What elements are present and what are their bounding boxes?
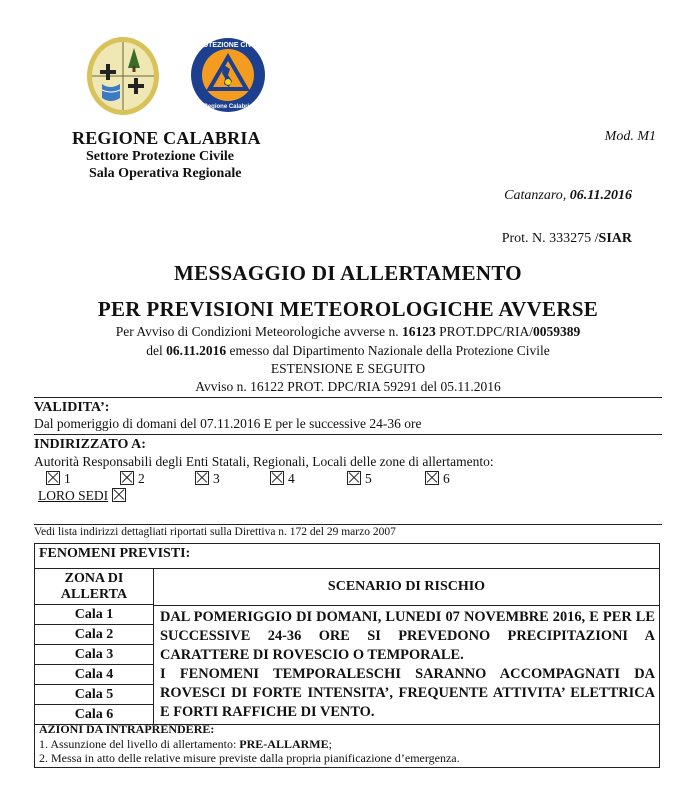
zone-checkbox-5 [347, 471, 372, 487]
sub2-c: emesso dal Dipartimento Nazionale della Protezione Civile [226, 343, 550, 358]
zone-label: 3 [213, 471, 220, 486]
scenario-text [154, 606, 659, 721]
loro-sedi-label: LORO SEDI [38, 488, 109, 503]
sub1-a: Per Avviso di Condizioni Meteorologiche avverse n. [115, 324, 402, 339]
zone-row: Cala 6 [74, 707, 114, 722]
zone-checkbox-1 [46, 471, 71, 487]
sub2-b: 06.11.2016 [166, 343, 227, 358]
action-item-2: 2. Messa in atto delle relative misure previste dalla propria pianificazione d’emergenza. [39, 751, 460, 765]
zone-row: Cala 5 [35, 685, 153, 705]
divider [34, 434, 662, 435]
zone-row: Cala 2 [35, 625, 153, 645]
scenario-column [154, 569, 659, 724]
sub1-c: PROT.DPC/RIA/ [435, 324, 533, 339]
checked-box-icon [425, 471, 439, 485]
zone-label: 5 [365, 471, 372, 486]
zone-header: ZONA DI ALLERTA [35, 569, 153, 605]
alert-level: PRE-ALLARME [239, 737, 329, 751]
action-item-1 [39, 737, 655, 751]
zone-label: 2 [138, 471, 145, 486]
zone-checkbox-4 [270, 471, 295, 487]
zone-checkbox-6 [425, 471, 450, 487]
action1-text: 1. Assunzione del livello di allertamento: [39, 737, 240, 751]
subtitle-line-1 [0, 324, 696, 340]
title-line-2: PER PREVISIONI METEOROLOGICHE AVVERSE [97, 297, 599, 321]
logo-text-top: PROTEZIONE CIVILE [192, 42, 264, 49]
checked-box-icon [112, 488, 126, 502]
loro-sedi [38, 488, 130, 504]
divider [34, 397, 662, 398]
address-text: Autorità Responsabili degli Enti Statali, Regionali, Locali delle zone di allertamento: [34, 454, 494, 469]
protocol-suffix: SIAR [598, 231, 632, 246]
zone-row: Cala 3 [35, 645, 153, 665]
sub2-a: del [146, 343, 167, 358]
sub1-b: 16123 [401, 324, 436, 339]
org-name: REGIONE CALABRIA [72, 128, 261, 148]
scenario-header: SCENARIO DI RISCHIO [154, 569, 659, 606]
scenario-paragraph-1: DAL POMERIGGIO DI DOMANI, LUNEDI 07 NOVEMBRE 2016, E PER LE SUCCESSIVE 24-36 ORE SI PREVEDONO PRECIPITAZIONI A CARATTERE DI ROVESCIO O TEMPORALE. [160, 609, 655, 663]
subtitle-line-3: ESTENSIONE E SEGUITO [270, 361, 426, 376]
actions-box [34, 720, 660, 768]
address-label: INDIRIZZATO A: [34, 437, 146, 452]
validity-text: Dal pomeriggio di domani del 07.11.2016 E per le successive 24-36 ore [34, 416, 422, 431]
checked-box-icon [347, 471, 361, 485]
zone-label: 1 [64, 471, 71, 486]
zone-column [35, 569, 154, 724]
validity-label: VALIDITA’: [34, 400, 110, 415]
checked-box-icon [195, 471, 209, 485]
logo-text-bottom: Regione Calabria [203, 104, 253, 110]
protocol-prefix: Prot. N. 333275 / [501, 231, 599, 246]
room-name: Sala Operativa Regionale [89, 166, 242, 181]
sub1-d: 0059389 [532, 324, 581, 339]
sector-name: Settore Protezione Civile [86, 149, 234, 164]
title-line-1: MESSAGGIO DI ALLERTAMENTO [174, 261, 522, 285]
divider [34, 524, 662, 525]
action1-end: ; [328, 737, 332, 751]
actions-label: AZIONI DA INTRAPRENDERE: [39, 722, 215, 736]
place-date [504, 188, 632, 204]
checked-box-icon [120, 471, 134, 485]
checked-box-icon [46, 471, 60, 485]
zone-label: 4 [288, 471, 295, 486]
directive-note: Vedi lista indirizzi dettagliati riportati sulla Direttiva n. 172 del 29 marzo 2007 [34, 526, 396, 538]
place-prefix: Catanzaro, [504, 188, 570, 203]
protezione-civile-logo [190, 37, 266, 113]
subtitle-line-2 [0, 343, 696, 359]
scenario-paragraph-2: I FENOMENI TEMPORALESCHI SARANNO ACCOMPAGNATI DA ROVESCI DI FORTE INTENSITA’, FREQUENTE ATTIVITA’ ELETTRICA E FORTI RAFFICHE DI VENTO. [160, 665, 655, 720]
issue-date: 06.11.2016 [569, 188, 632, 203]
checked-box-icon [270, 471, 284, 485]
phenomena-label: FENOMENI PREVISTI: [35, 544, 659, 569]
zone-label: 6 [443, 471, 450, 486]
phenomena-table [34, 543, 660, 725]
subtitle-line-4: Avviso n. 16122 PROT. DPC/RIA 59291 del 05.11.2016 [195, 379, 501, 394]
zone-row: Cala 4 [35, 665, 153, 685]
zone-checkbox-2 [120, 471, 145, 487]
zone-checkbox-3 [195, 471, 220, 487]
zone-row: Cala 1 [35, 605, 153, 625]
regione-calabria-crest-logo [86, 36, 160, 116]
model-code: Mod. M1 [604, 129, 656, 144]
protocol-number [502, 231, 632, 247]
